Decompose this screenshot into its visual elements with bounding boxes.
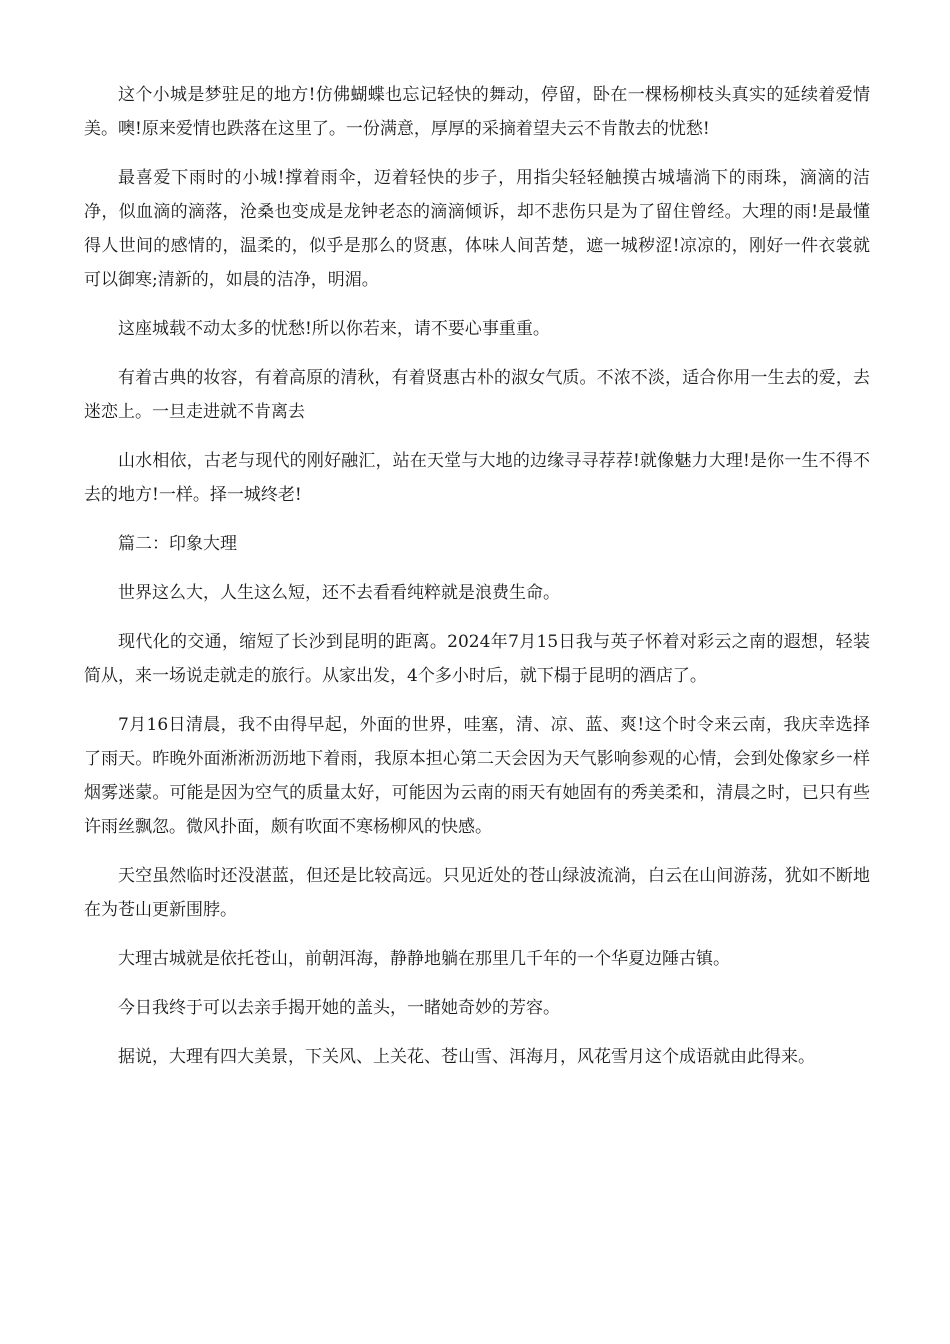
- paragraph-11: 大理古城就是依托苍山，前朝洱海，静静地躺在那里几千年的一个华夏边陲古镇。: [118, 949, 730, 969]
- section-heading: 篇二：印象大理: [118, 534, 237, 554]
- paragraph-7: 世界这么大，人生这么短，还不去看看纯粹就是浪费生命。: [118, 583, 560, 603]
- paragraph-12: 今日我终于可以去亲手揭开她的盖头，一睹她奇妙的芳容。: [118, 998, 560, 1018]
- paragraph-1: 这个小城是梦驻足的地方!仿佛蝴蝶也忘记轻快的舞动，停留，卧在一棵杨柳枝头真实的延续着爱情美。噢!原来爱情也跌落在这里了。一份满意，厚厚的采摘着望夫云不肯散去的忧愁!: [84, 85, 870, 139]
- paragraph-8: 现代化的交通，缩短了长沙到昆明的距离。2024年7月15日我与英子怀着对彩云之南的遐想，轻装简从，来一场说走就走的旅行。从家出发，4个多小时后，就下榻于昆明的酒店了。: [84, 632, 870, 686]
- paragraph-13: 据说，大理有四大美景，下关风、上关花、苍山雪、洱海月，风花雪月这个成语就由此得来。: [118, 1047, 815, 1067]
- paragraph-10: 天空虽然临时还没湛蓝，但还是比较高远。只见近处的苍山绿波流淌，白云在山间游荡，犹如不断地在为苍山更新围脖。: [84, 866, 870, 920]
- article-body: [84, 78, 870, 1089]
- paragraph-5: 山水相依，古老与现代的刚好融汇，站在天堂与大地的边缘寻寻荐荐!就像魅力大理!是你一生不得不去的地方!一样。择一城终老!: [84, 451, 870, 505]
- paragraph-9: 7月16日清晨，我不由得早起，外面的世界，哇塞，清、凉、蓝、爽!这个时令来云南，我庆幸选择了雨天。昨晚外面淅淅沥沥地下着雨，我原本担心第二天会因为天气影响参观的心情，会到处像家乡一样烟雾迷蒙。可能是因为空气的质量太好，可能因为云南的雨天有她固有的秀美柔和，清晨之时，已只有些许雨丝飘忽。微风扑面，颇有吹面不寒杨柳风的快感。: [84, 715, 870, 837]
- paragraph-3: 这座城载不动太多的忧愁!所以你若来，请不要心事重重。: [118, 319, 550, 339]
- paragraph-2: 最喜爱下雨时的小城!撑着雨伞，迈着轻快的步子，用指尖轻轻触摸古城墙淌下的雨珠，滴滴的洁净，似血滴的滴落，沧桑也变成是龙钟老态的滴滴倾诉，却不悲伤只是为了留住曾经。大理的雨!是最懂得人世间的感情的，温柔的，似乎是那么的贤惠，体味人间苦楚，遮一城秽涩!凉凉的，刚好一件衣裳就可以御寒;清新的，如晨的洁净，明湄。: [84, 168, 870, 290]
- paragraph-4: 有着古典的妆容，有着高原的清秋，有着贤惠古朴的淑女气质。不浓不淡，适合你用一生去的爱，去迷恋上。一旦走进就不肯离去: [84, 368, 870, 422]
